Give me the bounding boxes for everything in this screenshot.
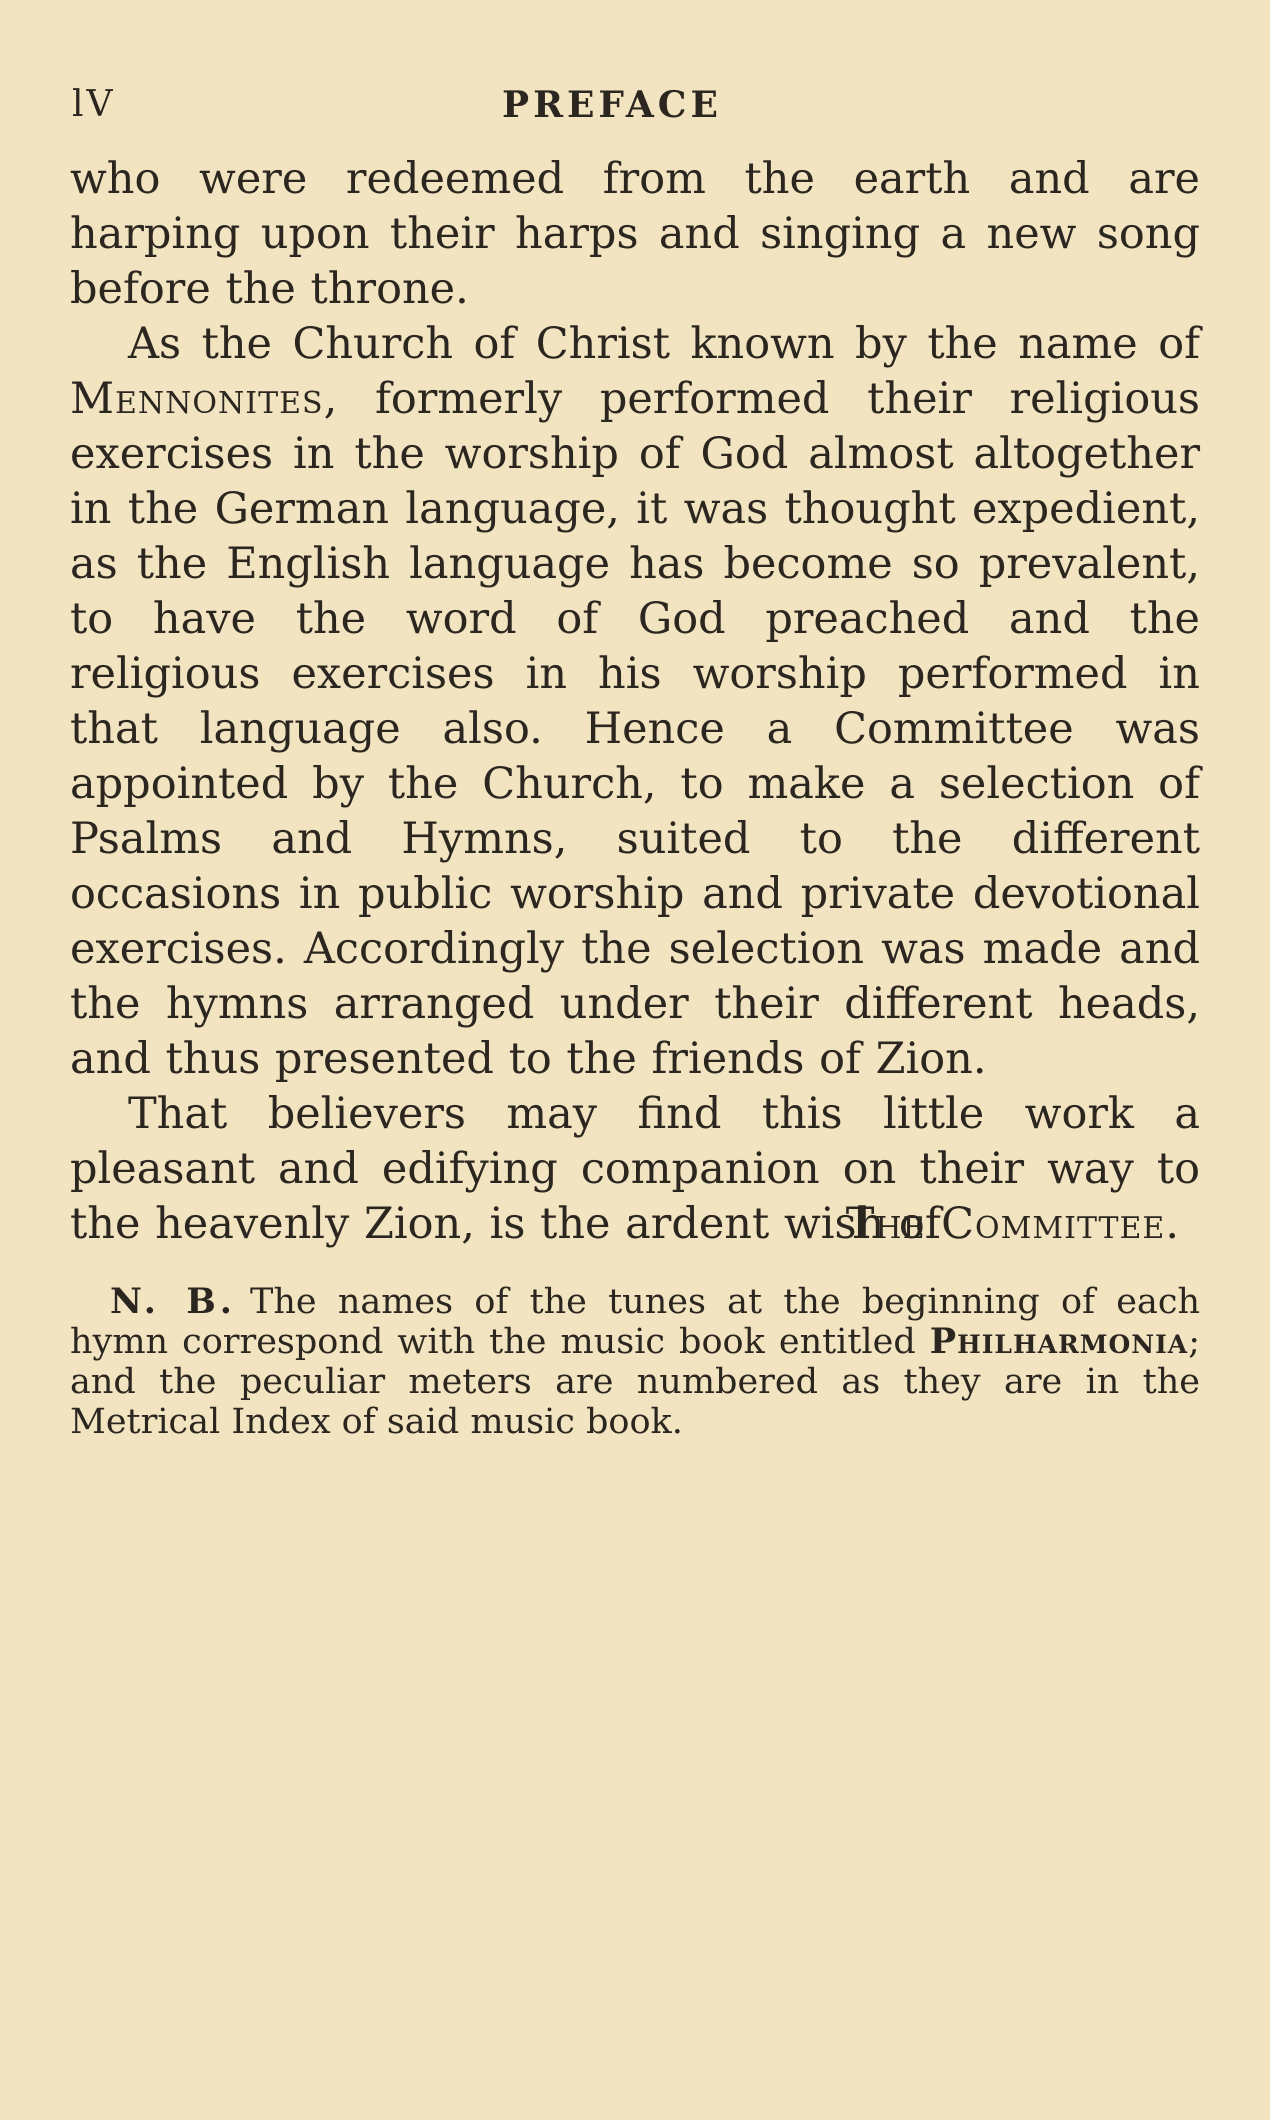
closing-text: That believers may find this little work a pleasant and edifying companion on their way to the heavenly Zion, is the ardent wish of <box>70 1089 1200 1249</box>
footnote-text-start: The names of the tunes at the beginning of each hymn correspond with the music book entitled <box>70 1282 1200 1362</box>
paragraph-continuation: who were redeemed from the earth and are harping upon their harps and singing a new song before the throne. <box>70 154 1200 314</box>
paragraph-mennonites <box>70 317 1200 1087</box>
signature: The Committee. <box>845 1199 1180 1249</box>
body-text <box>70 152 1200 1252</box>
footnote-paragraph <box>70 1282 1200 1442</box>
page-number: lV <box>72 84 116 125</box>
page-title: PREFACE <box>502 84 722 126</box>
page-header <box>70 78 1200 138</box>
paragraph-closing <box>70 1087 1200 1252</box>
footnote-text-rest: ; and the peculiar meters are numbered as they are in the Metrical Index of said music book. <box>70 1322 1200 1442</box>
music-book-title: Philharmonia <box>929 1321 1189 1362</box>
footnote-label: N. B. <box>110 1281 236 1322</box>
mennonites-name: Mennonites <box>70 374 324 424</box>
paragraph-mennonites-start: As the Church of Christ known by the name of <box>128 319 1200 369</box>
footnote <box>70 1282 1200 1442</box>
page <box>70 78 1200 1442</box>
paragraph-mennonites-rest: , formerly performed their religious exercises in the worship of God almost altogether in the German language, it was thought expedient, as the English language has become so prevalent, to have the word of God preached and the religious exercises in his worship performed in that language also. Hence a Committee was appointed by the Church, to make a selection of Psalms and Hymns, suited to the different occasions in public worship and private devotional exercises. Accordingly the selection was made and the hymns arranged under their different heads, and thus presented to the friends of Zion. <box>70 374 1200 1084</box>
